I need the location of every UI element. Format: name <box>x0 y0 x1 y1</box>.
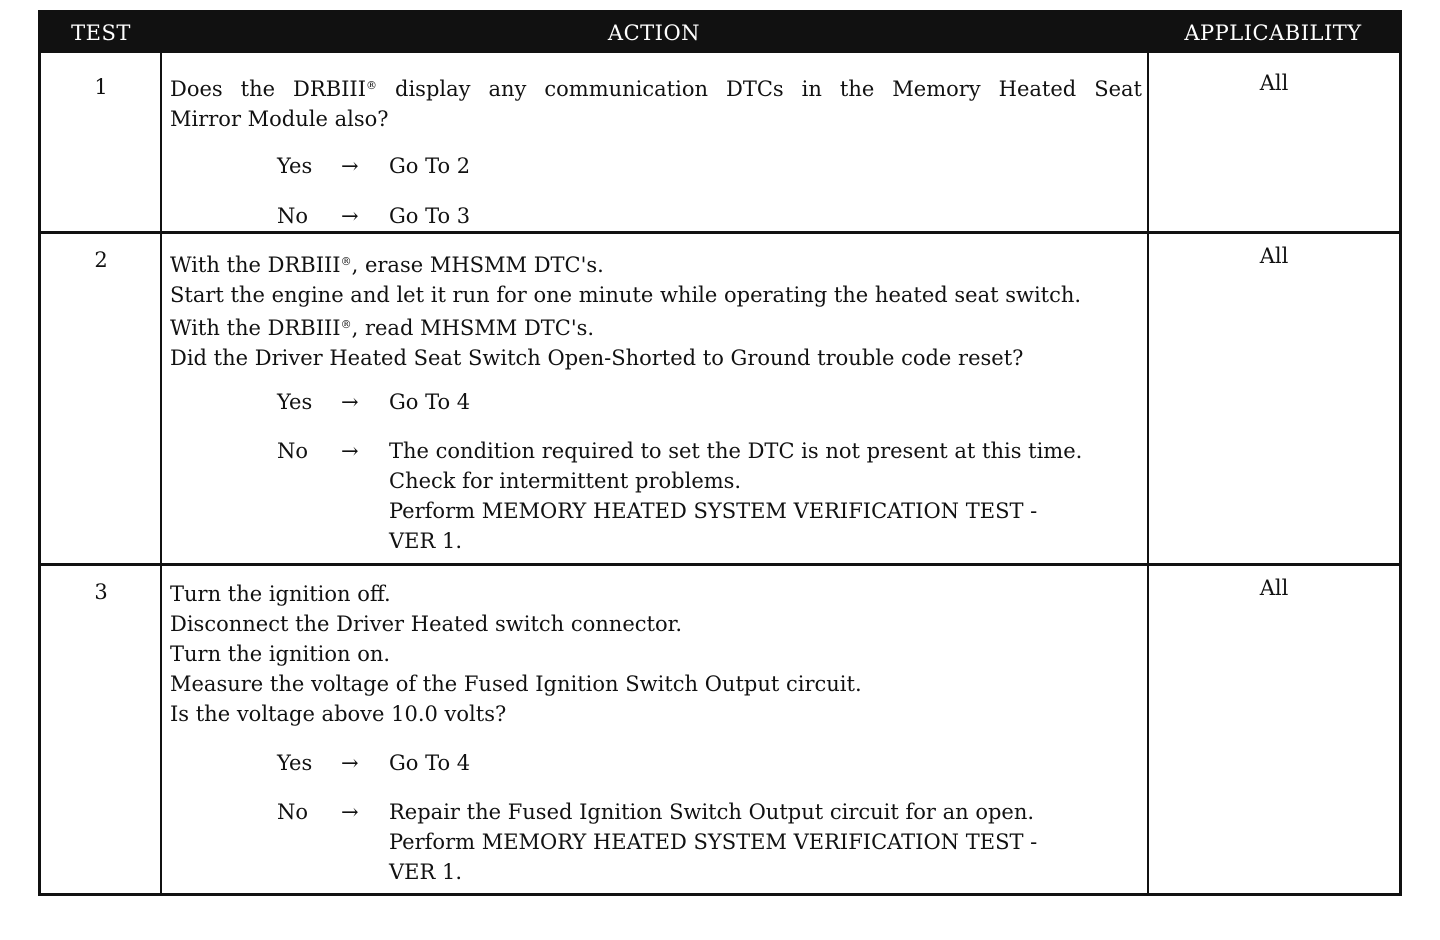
applicability-value: All <box>1259 71 1289 95</box>
result-line: Go To 4 <box>389 751 471 775</box>
result-line: Go To 2 <box>389 154 471 178</box>
result-line: The condition required to set the DTC is not present at this time. <box>389 439 1083 463</box>
test-number: 3 <box>94 580 108 604</box>
action-line: Disconnect the Driver Heated switch connector. <box>170 612 682 636</box>
arrow-icon: → <box>341 800 359 824</box>
result-line: VER 1. <box>389 529 463 553</box>
action-line: Measure the voltage of the Fused Ignition Switch Output circuit. <box>170 672 862 696</box>
action-line: Turn the ignition on. <box>170 642 391 666</box>
yes-result <box>389 387 1149 417</box>
result-line: VER 1. <box>389 860 463 884</box>
action-line: Start the engine and let it run for one minute while operating the heated seat switch. <box>170 283 1082 307</box>
no-label: No <box>277 204 309 228</box>
action-line: Mirror Module also? <box>170 107 389 131</box>
yes-label: Yes <box>277 390 313 414</box>
action-line: Is the voltage above 10.0 volts? <box>170 702 507 726</box>
action-text <box>170 71 1142 134</box>
table-row-test-3 <box>41 563 1399 893</box>
arrow-icon: → <box>341 154 359 178</box>
applicability-value: All <box>1259 576 1289 600</box>
action-line: With the DRBIII®, erase MHSMM DTC's. <box>170 253 604 277</box>
yes-result <box>389 748 1149 778</box>
result-line: Check for intermittent problems. <box>389 469 742 493</box>
test-number: 1 <box>94 75 108 99</box>
header-applicability: APPLICABILITY <box>1184 21 1362 45</box>
table-row-test-1 <box>41 53 1399 231</box>
no-label: No <box>277 439 309 463</box>
result-line: Go To 3 <box>389 204 471 228</box>
yes-label: Yes <box>277 751 313 775</box>
arrow-icon: → <box>341 751 359 775</box>
table-header <box>41 13 1399 53</box>
arrow-icon: → <box>341 439 359 463</box>
no-result <box>389 201 1149 231</box>
action-line: Did the Driver Heated Seat Switch Open-Shorted to Ground trouble code reset? <box>170 346 1024 370</box>
result-line: Perform MEMORY HEATED SYSTEM VERIFICATION TEST - <box>389 499 1038 523</box>
result-line: Go To 4 <box>389 390 471 414</box>
action-line: Turn the ignition off. <box>170 582 391 606</box>
arrow-icon: → <box>341 390 359 414</box>
result-line: Repair the Fused Ignition Switch Output circuit for an open. <box>389 800 1035 824</box>
result-line: Perform MEMORY HEATED SYSTEM VERIFICATION TEST - <box>389 830 1038 854</box>
arrow-icon: → <box>341 204 359 228</box>
diagnostic-table <box>38 10 1402 896</box>
action-text <box>170 579 1142 729</box>
applicability-value: All <box>1259 244 1289 268</box>
action-line: Does the DRBIII® display any communication DTCs in the Memory Heated Seat <box>170 77 1142 101</box>
header-test: TEST <box>71 21 131 45</box>
action-line: With the DRBIII®, read MHSMM DTC's. <box>170 316 595 340</box>
test-number: 2 <box>94 248 108 272</box>
yes-result <box>389 151 1149 181</box>
action-text <box>170 247 1142 373</box>
header-action: ACTION <box>607 21 701 45</box>
table-row-test-2 <box>41 231 1399 563</box>
no-result <box>389 797 1149 887</box>
yes-label: Yes <box>277 154 313 178</box>
no-result <box>389 436 1149 556</box>
no-label: No <box>277 800 309 824</box>
